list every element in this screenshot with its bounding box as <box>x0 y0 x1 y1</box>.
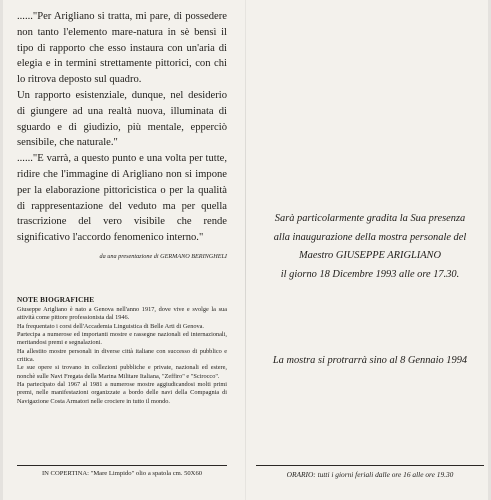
left-divider <box>17 465 227 466</box>
notes-title: NOTE BIOGRAFICHE <box>17 296 95 304</box>
right-divider <box>256 465 484 466</box>
notes-paragraph-4: Ha allestito mostre personali in diverse città italiane con successo di pubblico e critica. <box>17 347 227 364</box>
opening-hours: ORARIO: tutti i giorni feriali dalle ore 16 alle ore 19.30 <box>286 470 454 479</box>
quote-paragraph-2: Un rapporto esistenziale, dunque, nel desiderio di giungere ad una realtà nuova, illuminata di sguardo e di giudizio, più mentale, epperciò sensibile, che naturale." <box>17 89 227 149</box>
fold-line <box>245 0 246 500</box>
notes-paragraph-3: Partecipa a numerose ed importanti mostre e rassegne nazionali ed internazionali, meritandosi premi e segnalazioni. <box>17 331 227 347</box>
invitation-line-3: Maestro GIUSEPPE ARIGLIANO <box>299 250 441 261</box>
notes-paragraph-2: Ha frequentato i corsi dell'Accademia Linguistica di Belle Arti di Genova. <box>17 322 205 330</box>
notes-paragraph-5: Le sue opere si trovano in collezioni pubbliche e private, nazionali ed estere, nonchè sulle Navi Fregata della Marina Militare Italiana, "Zeffiro" e "Scirocco". <box>17 364 227 380</box>
invitation-line-2: alla inaugurazione della mostra personale del <box>273 231 467 243</box>
quote-paragraph-3: ......"E varrà, a questo punto e una volta per tutte, ridire che l'immagine di Arigliano non si impone per la elaborazione pittoricistica o per la qualità di rappresentazione del veduto ma per quella trascrizione del vero visibile che rende significativo l'accordo fenomenico interno." <box>17 153 227 244</box>
invitation-line-4: il giorno 18 Dicembre 1993 alle ore 17.30. <box>280 268 460 280</box>
invitation-line-1: Sarà particolarmente gradita la Sua presenza <box>274 213 466 224</box>
critic-quote <box>17 9 227 246</box>
notes-paragraph-6: Ha partecipato dal 1967 al 1981 a numerose mostre aggiudicandosi molti primi premi, nelle manifestazioni organizzate a bordo delle navi della Compagnia di Navigazione Costa Armatori nelle crociere in tutto il mondo. <box>17 381 227 405</box>
exhibition-closing: La mostra si protrarrà sino al 8 Gennaio 1994 <box>272 355 468 366</box>
cover-caption: IN COPERTINA: "Mare Limpido" olio a spatola cm. 50X60 <box>41 470 203 477</box>
invitation-text <box>256 210 484 284</box>
left-edge-shadow <box>0 0 3 500</box>
quote-paragraph-1: ......"Per Arigliano si tratta, mi pare, di possedere non tanto l'elemento mare-natura in sè bensì il tipo di rapporto che esso instaura con un'aria di elegia e in termini strettamente pittorici, con chi lo ritrova deposto sul quadro. <box>17 11 227 86</box>
biographical-notes <box>17 306 227 406</box>
notes-paragraph-1: Giuseppe Arigliano è nato a Genova nell'anno 1917, dove vive e svolge la sua attività come pittore professionista dal 1946. <box>17 306 227 322</box>
quote-attribution: da una presentazione di GERMANO BERINGHELI <box>99 253 227 260</box>
